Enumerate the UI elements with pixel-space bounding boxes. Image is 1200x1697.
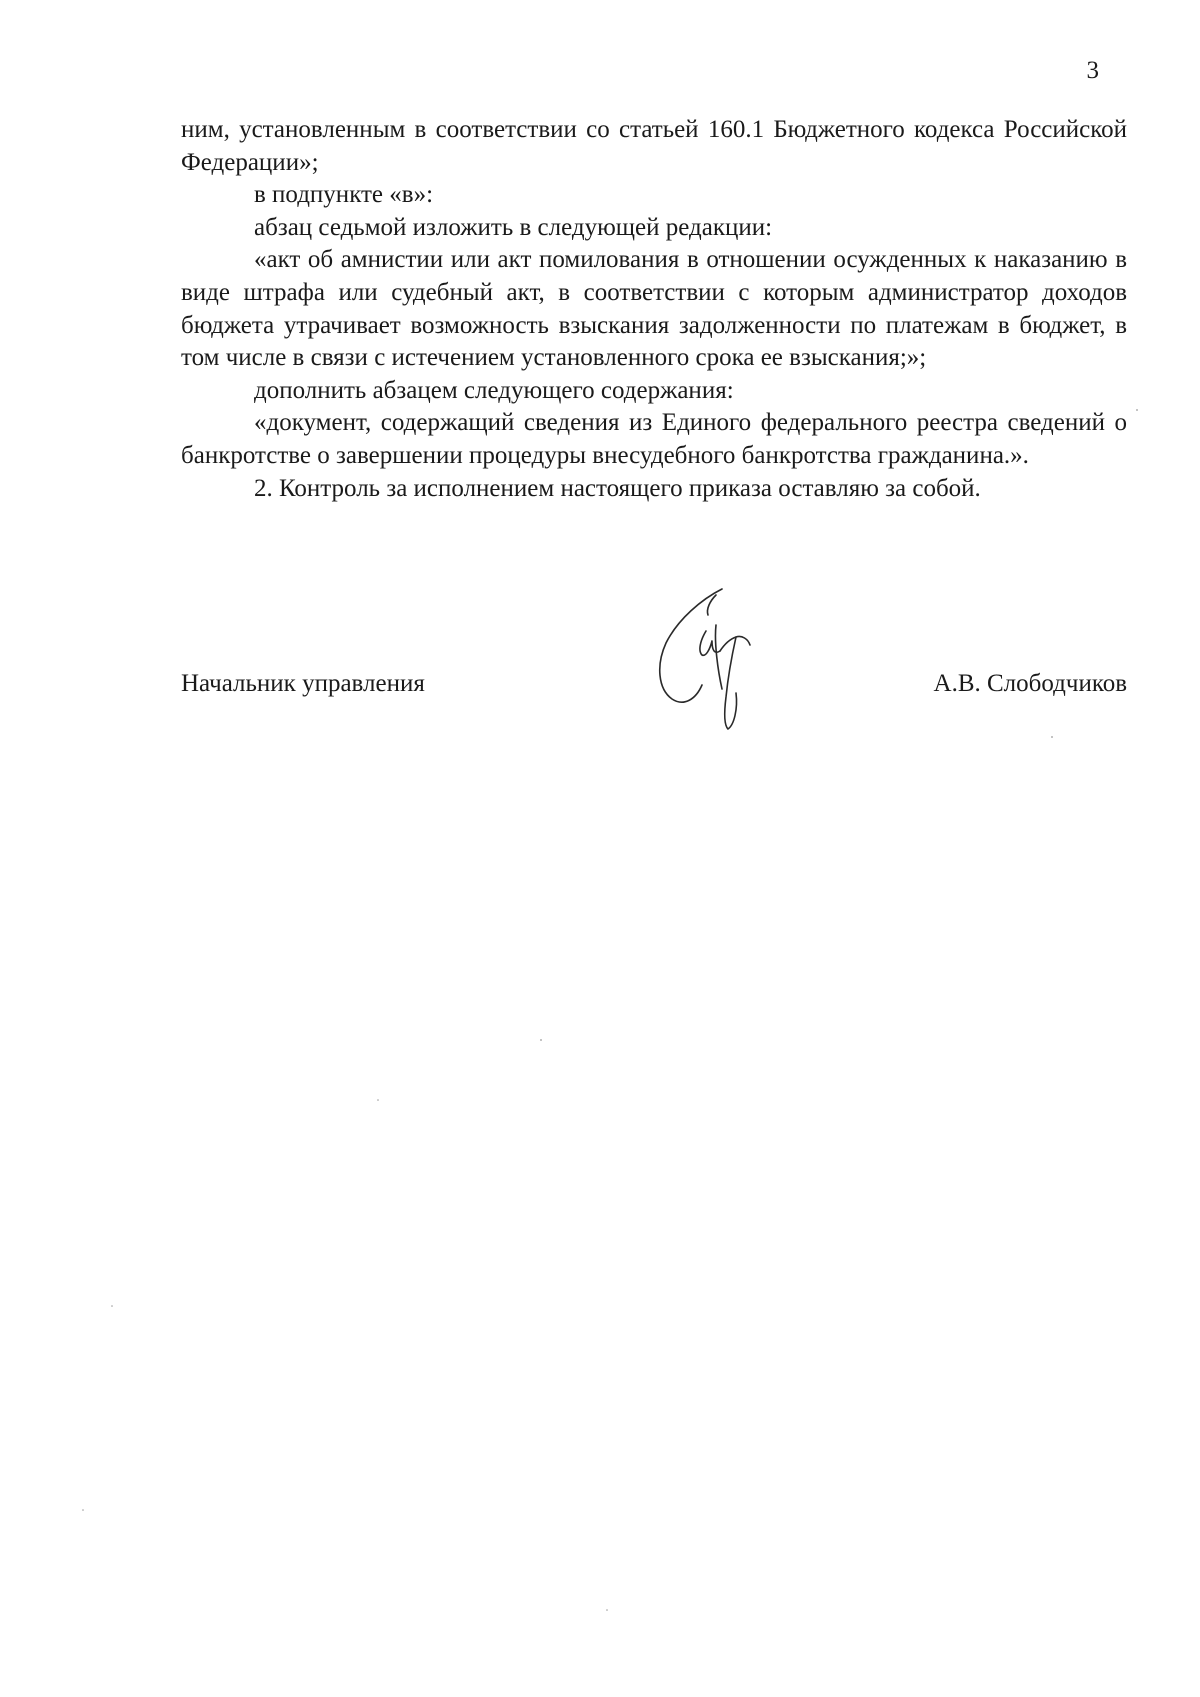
paragraph-addition-text: «документ, содержащий сведения из Единого федерального реестра сведений о банкротстве о завершении процедуры внесудебного банкротства гражданина.».	[181, 409, 1127, 469]
paragraph-amendment-instruction: абзац седьмой изложить в следующей редакции:	[254, 213, 773, 241]
page-number: 3	[1086, 57, 1099, 84]
paragraph-control-clause: 2. Контроль за исполнением настоящего приказа оставляю за собой.	[254, 474, 981, 502]
signer-position: Начальник управления	[181, 670, 425, 697]
paragraph-addition-instruction: дополнить абзацем следующего содержания:	[254, 376, 734, 404]
handwritten-signature	[650, 585, 762, 733]
paragraph-subclause: в подпункте «в»:	[254, 181, 434, 209]
document-body	[181, 114, 1127, 505]
paragraph-continuation: ним, установленным в соответствии со статьей 160.1 Бюджетного кодекса Российской Федерации»;	[181, 116, 1127, 176]
paragraph-amendment-text: «акт об амнистии или акт помилования в отношении осужденных к наказанию в виде штрафа или судебный акт, в соответствии с которым администратор доходов бюджета утрачивает возможность взыскания задолженности по платежам в бюджет, в том числе в связи с истечением установленного срока ее взыскания;»;	[181, 246, 1127, 372]
signer-name: А.В. Слободчиков	[933, 670, 1127, 697]
